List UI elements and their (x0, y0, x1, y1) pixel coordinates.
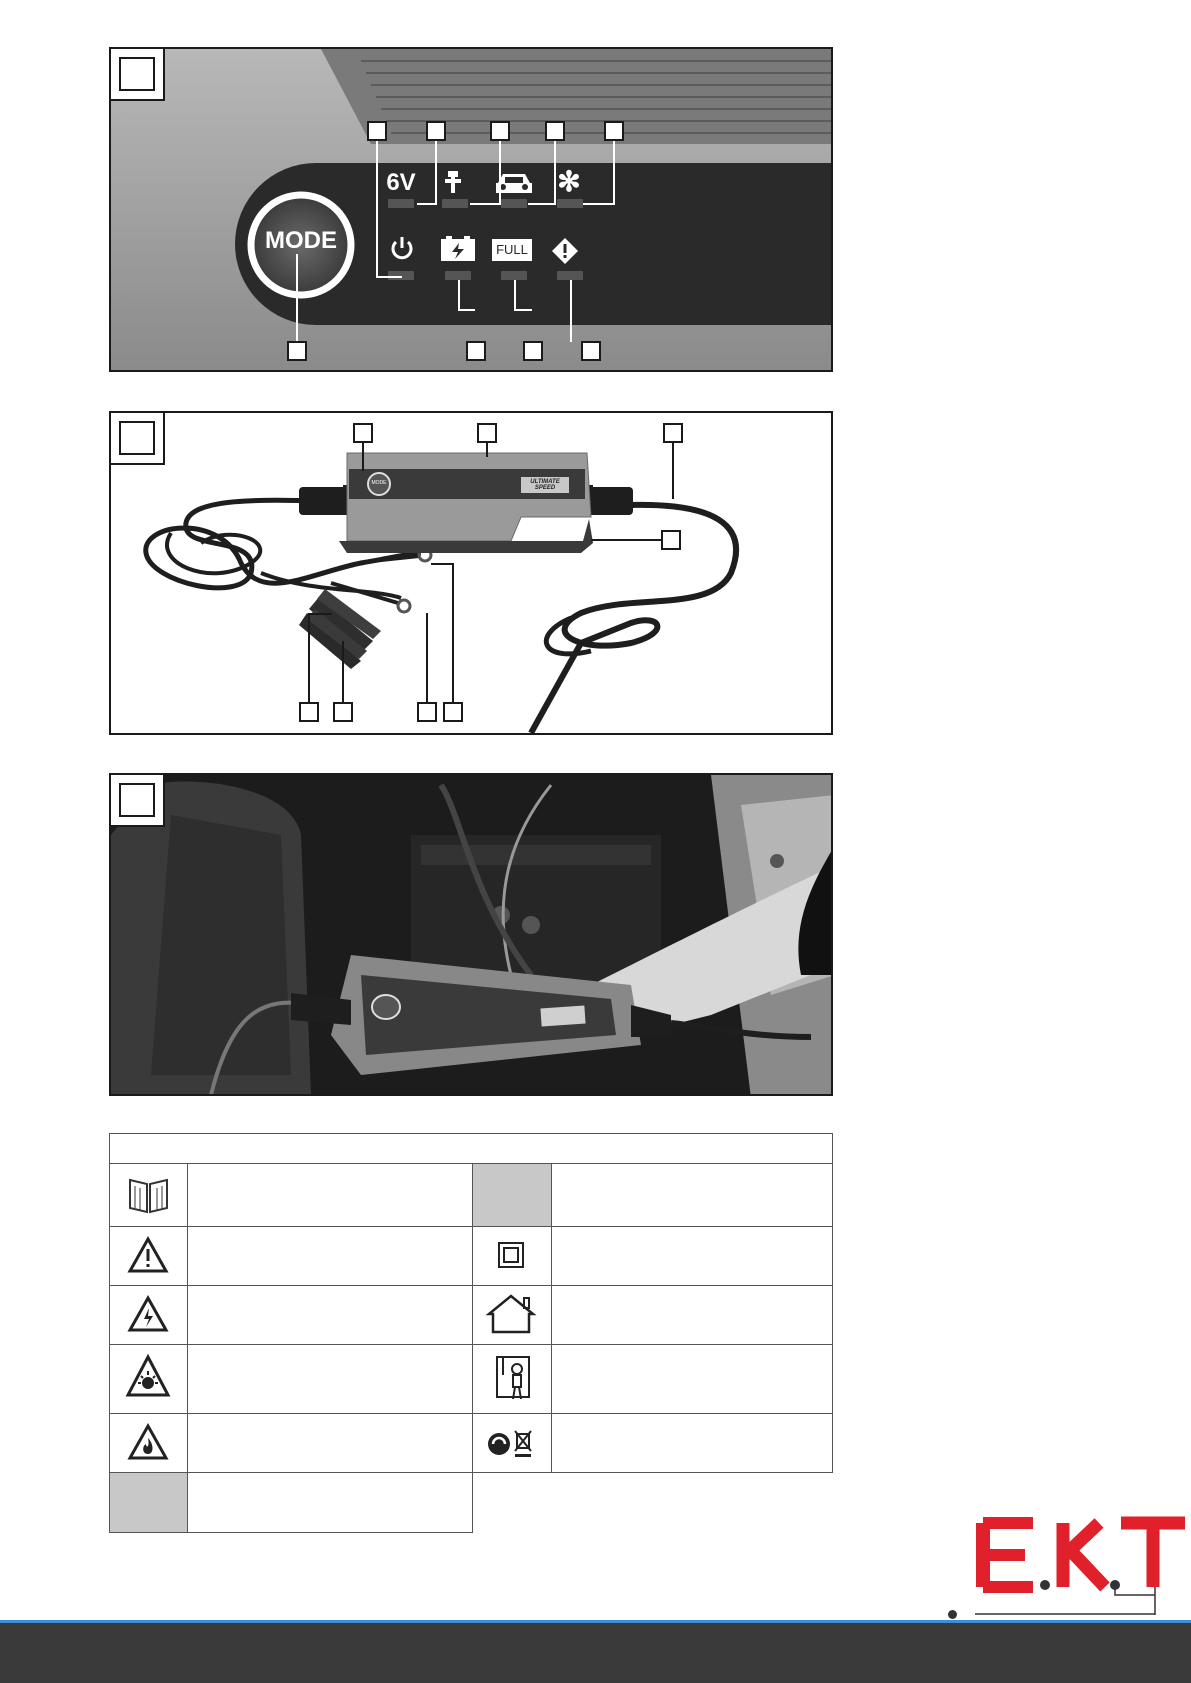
callout-box (443, 702, 463, 722)
mode-button[interactable]: MODE (265, 227, 337, 254)
explosion-hazard-icon (110, 1345, 187, 1413)
warning-triangle-icon (110, 1227, 187, 1285)
description-cell (187, 1413, 473, 1473)
description-cell (551, 1413, 833, 1473)
description-cell (551, 1285, 833, 1345)
symbol-cell (109, 1285, 188, 1345)
callout-box (661, 530, 681, 550)
callout-box (477, 423, 497, 443)
symbol-cell (109, 1344, 188, 1414)
callout-box (523, 341, 543, 361)
led-error (557, 271, 583, 280)
description-cell (187, 1226, 473, 1286)
figure-control-panel (109, 47, 833, 372)
figure-charger-overview (109, 411, 833, 735)
led-motorbike (442, 199, 468, 208)
engine-bay-photo (111, 775, 833, 1096)
led-winter (557, 199, 583, 208)
callout-box (581, 341, 601, 361)
ultimate-speed-logo: ULTIMATE SPEED (530, 479, 560, 491)
callout-box (545, 121, 565, 141)
description-cell (187, 1344, 473, 1414)
power-icon (389, 235, 415, 266)
snowflake-icon: ✻ (557, 166, 581, 197)
logo-connector-dot (948, 1610, 957, 1619)
6v-icon: 6V (386, 169, 416, 196)
description-cell (187, 1163, 473, 1227)
figure-number-tab (111, 775, 165, 827)
electric-shock-icon (110, 1286, 187, 1344)
charger-illustration (111, 413, 833, 735)
callout-box (466, 341, 486, 361)
keep-away-from-children-icon (473, 1345, 551, 1413)
description-cell (551, 1226, 833, 1286)
symbol-cell (472, 1413, 552, 1473)
callout-box (367, 121, 387, 141)
indoor-use-icon (473, 1286, 551, 1344)
figure-usage-photo (109, 773, 833, 1096)
symbol-cell (472, 1285, 552, 1345)
callout-box (287, 341, 307, 361)
symbol-cell-empty (472, 1163, 552, 1227)
description-cell (551, 1344, 833, 1414)
symbol-cell (472, 1344, 552, 1414)
figure-number-tab (111, 413, 165, 465)
motorbike-icon (441, 169, 465, 202)
read-manual-icon (110, 1164, 187, 1226)
symbol-cell-empty (109, 1472, 188, 1533)
callout-box (604, 121, 624, 141)
charger-mode-button-small: MODE (371, 480, 387, 486)
warning-icon (551, 237, 579, 270)
symbol-cell (109, 1226, 188, 1286)
callout-box (353, 423, 373, 443)
callout-box (417, 702, 437, 722)
description-cell (187, 1285, 473, 1345)
symbol-cell (109, 1163, 188, 1227)
callout-box (299, 702, 319, 722)
figure-number-tab (111, 49, 165, 101)
description-cell (187, 1472, 473, 1533)
callout-box (663, 423, 683, 443)
symbol-cell (109, 1413, 188, 1473)
led-charging (445, 271, 471, 280)
callout-box (426, 121, 446, 141)
callout-box (490, 121, 510, 141)
led-full (501, 271, 527, 280)
symbol-cell (472, 1226, 552, 1286)
recycling-disposal-icon (473, 1414, 551, 1472)
footer-bar (0, 1623, 1191, 1683)
led-car (501, 199, 527, 208)
description-cell (551, 1163, 833, 1227)
protection-class-ii-icon (473, 1227, 551, 1285)
led-6v (388, 199, 414, 208)
callout-box (333, 702, 353, 722)
fire-hazard-icon (110, 1414, 187, 1472)
full-icon: FULL (492, 239, 532, 261)
panel-illustration (111, 49, 833, 372)
battery-charging-icon (439, 235, 477, 268)
ekt-logo (975, 1515, 1191, 1615)
symbols-table-header (109, 1133, 833, 1164)
